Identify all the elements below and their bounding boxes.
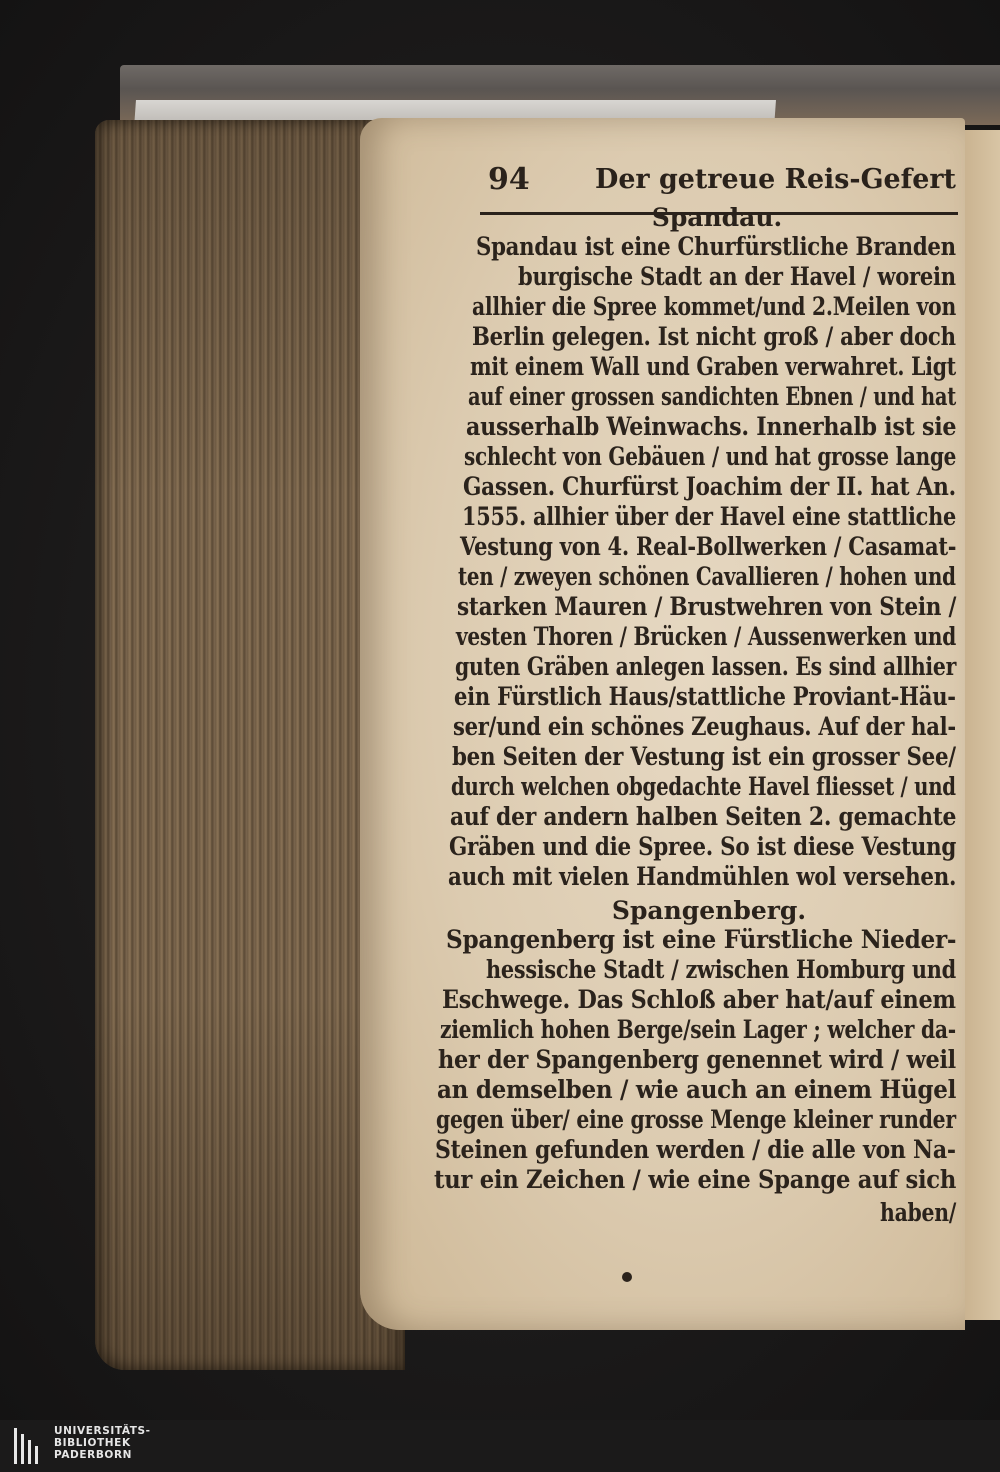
text-line: auf einer grossen sandichten Ebnen / und hat: [468, 382, 956, 411]
text-line: Steinen gefunden werden / die alle von Na-: [435, 1135, 956, 1164]
text-line: ben Seiten der Vestung ist ein grosser See/: [452, 742, 956, 771]
text-line: auf der andern halben Seiten 2. gemachte: [450, 802, 957, 831]
text-line: Gassen. Churfürst Joachim der II. hat An.: [463, 472, 956, 501]
text-line: an demselben / wie auch an einem Hügel: [437, 1075, 957, 1104]
running-title: Der getreue Reis-Gefert: [595, 164, 956, 195]
text-line: ziemlich hohen Berge/sein Lager ; welcher da-: [440, 1015, 956, 1044]
text-line: 1555. allhier über der Havel eine stattliche: [462, 502, 956, 531]
footer-bar: [0, 1420, 1000, 1472]
section-heading-spandau: Spandau.: [651, 203, 783, 232]
ink-spot: [622, 1272, 632, 1282]
library-name-line: UNIVERSITÄTS-: [54, 1425, 151, 1437]
text-line: starken Mauren / Brustwehren von Stein /: [457, 592, 957, 621]
section-heading-spangenberg: Spangenberg.: [611, 896, 807, 925]
library-logo-icon: [14, 1428, 44, 1464]
text-line: mit einem Wall und Graben verwahret. Ligt: [470, 352, 956, 381]
book-page-edges: [95, 120, 405, 1370]
text-line: guten Gräben anlegen lassen. Es sind allhier: [455, 652, 957, 681]
text-line: burgische Stadt an der Havel / worein: [518, 262, 956, 291]
library-name-line: BIBLIOTHEK: [54, 1437, 131, 1449]
text-line: ten / zweyen schönen Cavallieren / hohen und: [458, 562, 956, 591]
library-name: [54, 1425, 151, 1461]
text-line: auch mit vielen Handmühlen wol versehen.: [448, 862, 957, 891]
page-number: 94: [488, 162, 530, 197]
text-line: durch welchen obgedachte Havel fliesset / und: [451, 772, 956, 801]
text-line: Spandau ist eine Churfürstliche Branden: [476, 232, 956, 261]
text-line: ein Fürstlich Haus/stattliche Proviant-Häu-: [454, 682, 956, 711]
text-line: Vestung von 4. Real-Bollwerken / Casamat-: [460, 532, 957, 561]
text-line: vesten Thoren / Brücken / Aussenwerken und: [456, 622, 957, 651]
text-line: Berlin gelegen. Ist nicht groß / aber doch: [472, 322, 956, 351]
facing-page-edge: [960, 130, 1000, 1320]
text-line: Eschwege. Das Schloß aber hat/auf einem: [442, 985, 956, 1014]
text-line: haben/: [880, 1198, 957, 1227]
text-line: Gräben und die Spree. So ist diese Vestung: [449, 832, 957, 861]
text-line: tur ein Zeichen / wie eine Spange auf sich: [434, 1165, 957, 1194]
text-line: ausserhalb Weinwachs. Innerhalb ist sie: [466, 412, 957, 441]
text-line: allhier die Spree kommet/und 2.Meilen von: [472, 292, 956, 321]
library-name-line: PADERBORN: [54, 1449, 133, 1461]
text-line: Spangenberg ist eine Fürstliche Nieder-: [446, 925, 957, 954]
text-line: gegen über/ eine grosse Menge kleiner runder: [436, 1105, 956, 1134]
text-line: schlecht von Gebäuen / und hat grosse lange: [464, 442, 957, 471]
text-line: hessische Stadt / zwischen Homburg und: [486, 955, 956, 984]
text-line: ser/und ein schönes Zeughaus. Auf der hal-: [453, 712, 956, 741]
text-line: her der Spangenberg genennet wird / weil: [438, 1045, 956, 1074]
